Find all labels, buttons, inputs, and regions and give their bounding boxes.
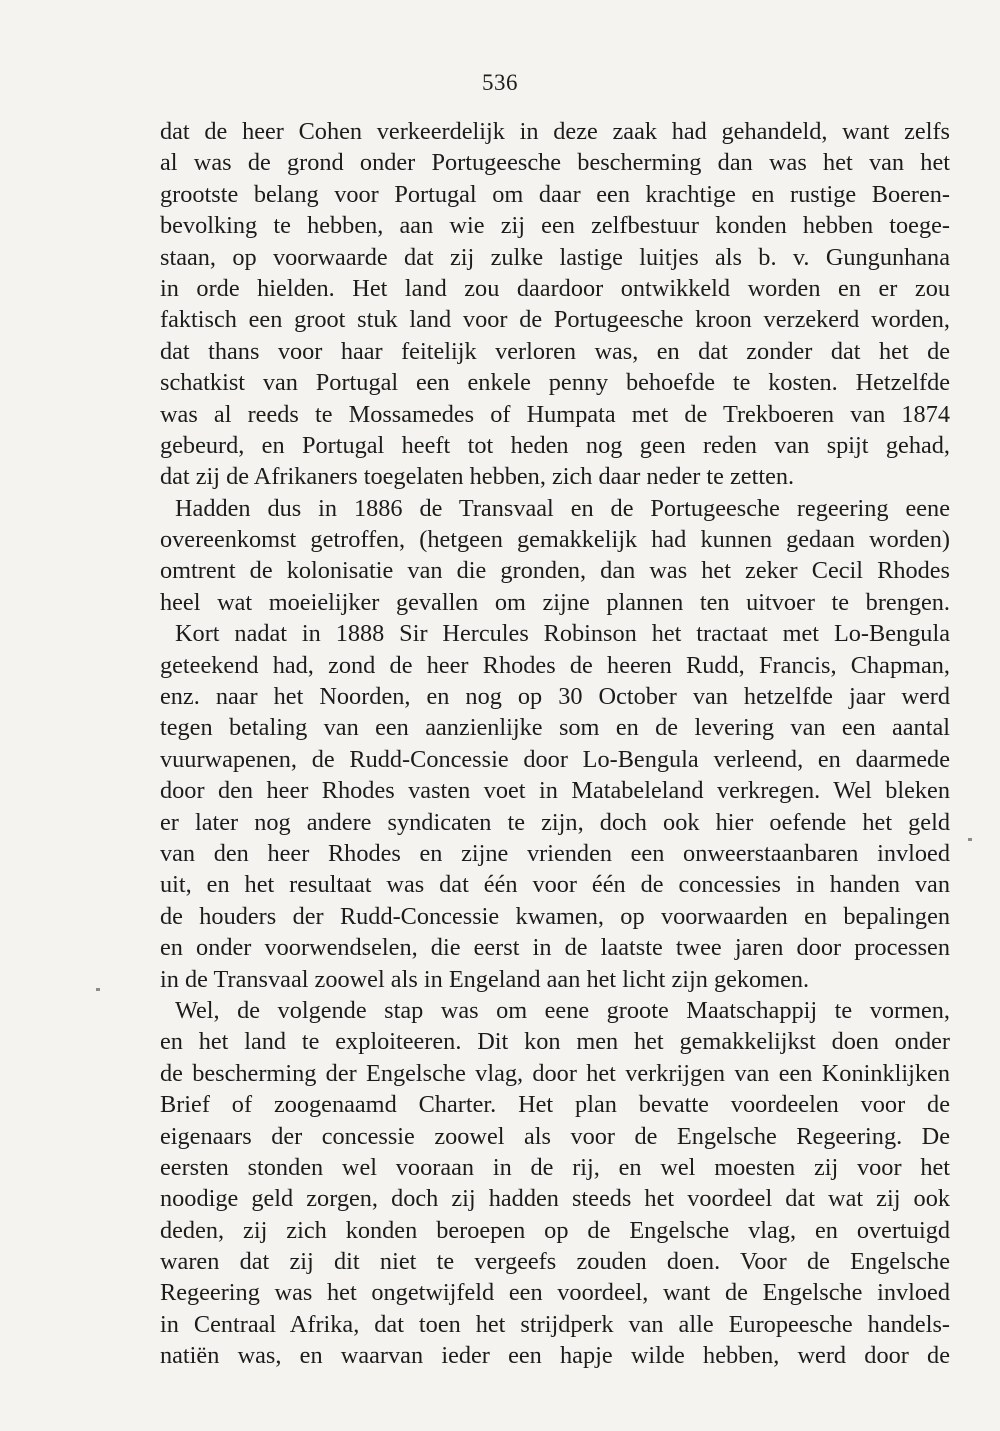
margin-mark	[968, 838, 972, 841]
text-line: tegen betaling van een aanzienlijke som en de levering van een aantal	[160, 714, 950, 742]
text-line: dat zij de Afrikaners toegelaten hebben, zich daar neder te zetten.	[160, 463, 795, 491]
text-line: van den heer Rhodes en zijne vrienden een onweerstaanbaren invloed	[160, 839, 950, 867]
text-line: in de Transvaal zoowel als in Engeland aan het licht zijn gekomen.	[160, 965, 810, 993]
body-text	[160, 116, 950, 1372]
text-line: de bescherming der Engelsche vlag, door het verkrijgen van een Koninklijken	[160, 1059, 950, 1087]
text-line: Hadden dus in 1886 de Transvaal en de Portugeesche regeering eene	[175, 494, 950, 522]
text-line: dat de heer Cohen verkeerdelijk in deze zaak had gehandeld, want zelfs	[160, 118, 950, 145]
text-line: waren dat zij dit niet te vergeefs zouden doen. Voor de Engelsche	[160, 1248, 950, 1276]
text-line: omtrent de kolonisatie van die gronden, dan was het zeker Cecil Rhodes	[160, 557, 950, 585]
text-line: de houders der Rudd-Concessie kwamen, op voorwaarden en bepalingen	[160, 902, 950, 930]
margin-mark	[96, 988, 100, 991]
text-line: noodige geld zorgen, doch zij hadden steeds het voordeel dat wat zij ook	[160, 1185, 950, 1213]
text-line: was al reeds te Mossamedes of Humpata met de Trekboeren van 1874	[160, 400, 950, 428]
text-line: staan, op voorwaarde dat zij zulke lastige luitjes als b. v. Gungunhana	[160, 243, 950, 271]
text-line: enz. naar het Noorden, en nog op 30 October van hetzelfde jaar werd	[160, 683, 950, 711]
text-line: dat thans voor haar feitelijk verloren was, en dat zonder dat het de	[160, 337, 950, 365]
text-line: Regeering was het ongetwijfeld een voordeel, want de Engelsche invloed	[160, 1279, 950, 1307]
text-line: door den heer Rhodes vasten voet in Matabeleland verkregen. Wel bleken	[160, 777, 950, 805]
text-line: Wel, de volgende stap was om eene groote Maatschappij te vormen,	[175, 996, 950, 1024]
text-line: al was de grond onder Portugeesche bescherming dan was het van het	[160, 149, 950, 177]
page-number: 536	[482, 70, 518, 95]
text-line: uit, en het resultaat was dat één voor één de concessies in handen van	[160, 871, 950, 899]
text-line: gebeurd, en Portugal heeft tot heden nog geen reden van spijt gehad,	[160, 431, 950, 459]
text-line: eigenaars der concessie zoowel als voor de Engelsche Regeering. De	[160, 1122, 950, 1150]
text-line: Kort nadat in 1888 Sir Hercules Robinson het tractaat met Lo-Bengula	[175, 620, 950, 648]
text-line: schatkist van Portugal een enkele penny behoefde te kosten. Hetzelfde	[160, 369, 950, 397]
text-line: heel wat moeielijker gevallen om zijne plannen ten uitvoer te brengen.	[160, 588, 950, 616]
text-line: vuurwapenen, de Rudd-Concessie door Lo-Bengula verleend, en daarmede	[160, 745, 950, 773]
text-line: faktisch een groot stuk land voor de Portugeesche kroon verzekerd worden,	[160, 306, 950, 334]
text-line: natiën was, en waarvan ieder een hapje wilde hebben, werd door de	[160, 1342, 950, 1370]
text-line: geteekend had, zond de heer Rhodes de heeren Rudd, Francis, Chapman,	[160, 651, 950, 679]
text-line: en het land te exploiteeren. Dit kon men het gemakkelijkst doen onder	[160, 1028, 950, 1056]
text-line: bevolking te hebben, aan wie zij een zelfbestuur konden hebben toege-	[160, 212, 950, 240]
text-line: deden, zij zich konden beroepen op de Engelsche vlag, en overtuigd	[160, 1216, 950, 1244]
text-line: er later nog andere syndicaten te zijn, doch ook hier oefende het geld	[160, 808, 950, 836]
text-line: grootste belang voor Portugal om daar een krachtige en rustige Boeren-	[160, 180, 950, 208]
text-line: en onder voorwendselen, die eerst in de laatste twee jaren door processen	[160, 934, 950, 962]
text-line: in orde hielden. Het land zou daardoor ontwikkeld worden en er zou	[160, 274, 950, 302]
text-line: eersten stonden wel vooraan in de rij, en wel moesten zij voor het	[160, 1153, 950, 1181]
text-line: Brief of zoogenaamd Charter. Het plan bevatte voordeelen voor de	[160, 1091, 950, 1119]
text-line: in Centraal Afrika, dat toen het strijdperk van alle Europeesche handels-	[160, 1310, 950, 1338]
text-line: overeenkomst getroffen, (hetgeen gemakkelijk had kunnen gedaan worden)	[160, 526, 950, 554]
